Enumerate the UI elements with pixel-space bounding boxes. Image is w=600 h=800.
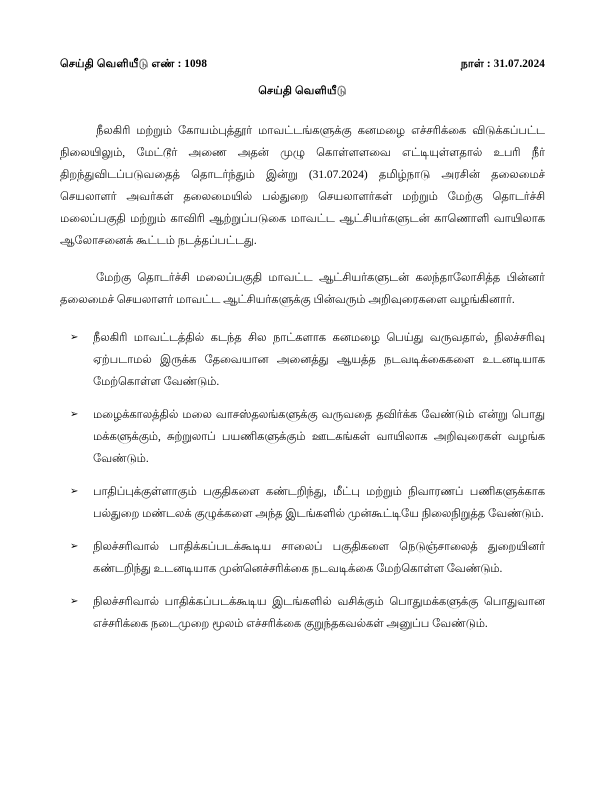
paragraph-intro: நீலகிரி மற்றும் கோயம்புத்தூர் மாவட்டங்களுக்கு கனமழை எச்சரிக்கை விடுக்கப்பட்ட நிலையிலும், மேட்டூர் அணை அதன் முழு கொள்ளளவை எட்டியுள்ளதால் உபரி நீர் திறந்துவிடப்படுவதைத் தொடர்ந்தும் இன்று (31.07.2024) தமிழ்நாடு அரசின் தலைமைச் செயலாளர் அவர்கள் தலைமையில் பல்துறை செயலாளர்கள் மற்றும் மேற்கு தொடர்ச்சி மலைப்பகுதி மற்றும் காவிரி ஆற்றுப்படுகை மாவட்ட ஆட்சியர்களுடன் காணொளி வாயிலாக ஆலோசனைக் கூட்டம் நடத்தப்பட்டது. <box>60 125 545 247</box>
arrowhead-bullet-icon: ➢ <box>70 332 79 343</box>
release-date: நாள் : 31.07.2024 <box>460 58 545 70</box>
release-number: செய்தி வெளியீடு எண் : 1098 <box>60 58 208 70</box>
paragraph-advisory-lead: மேற்கு தொடர்ச்சி மலைப்பகுதி மாவட்ட ஆட்சியர்களுடன் கலந்தாலோசித்த பின்னர் தலைமைச் செயலாளர் மாவட்ட ஆட்சியர்களுக்கு பின்வரும் அறிவுரைகளை வழங்கினார். <box>60 272 545 306</box>
list-item-text: பாதிப்புக்குள்ளாகும் பகுதிகளை கண்டறிந்து, மீட்பு மற்றும் நிவாரணப் பணிகளுக்காக பல்துறை மண்டலக் குழுக்களை அந்த இடங்களில் முன்கூட்டியே நிலைநிறுத்த வேண்டும். <box>93 486 545 520</box>
advisory-list <box>60 327 545 635</box>
list-item <box>60 327 545 393</box>
document-content <box>60 58 545 635</box>
page-title: செய்தி வெளியீடு <box>258 85 347 97</box>
arrowhead-bullet-icon: ➢ <box>70 409 79 420</box>
list-item-text: மழைக்காலத்தில் மலை வாசஸ்தலங்களுக்கு வருவதை தவிர்க்க வேண்டும் என்று பொது மக்களுக்கும், சுற்றுலாப் பயணிகளுக்கும் ஊடகங்கள் வாயிலாக அறிவுரைகள் வழங்க வேண்டும். <box>93 409 545 465</box>
list-item-text: நிலச்சரிவால் பாதிக்கப்படக்கூடிய சாலைப் பகுதிகளை நெடுஞ்சாலைத் துறையினர் கண்டறிந்து உடனடியாக முன்னெச்சரிக்கை நடவடிக்கை மேற்கொள்ள வேண்டும். <box>93 541 545 575</box>
list-item <box>60 404 545 470</box>
list-item-text: நிலச்சரிவால் பாதிக்கப்படக்கூடிய இடங்களில் வசிக்கும் பொதுமக்களுக்கு பொதுவான எச்சரிக்கை நடைமுறை மூலம் எச்சரிக்கை குறுந்தகவல்கள் அனுப்ப வேண்டும். <box>93 596 545 630</box>
arrowhead-bullet-icon: ➢ <box>70 596 79 607</box>
list-item <box>60 591 545 635</box>
document-header <box>60 58 545 72</box>
arrowhead-bullet-icon: ➢ <box>70 541 79 552</box>
arrowhead-bullet-icon: ➢ <box>70 486 79 497</box>
list-item <box>60 481 545 525</box>
list-item <box>60 536 545 580</box>
list-item-text: நீலகிரி மாவட்டத்தில் கடந்த சில நாட்களாக கனமழை பெய்து வருவதால், நிலச்சரிவு ஏற்படாமல் இருக்க தேவையான அனைத்து ஆயத்த நடவடிக்கைகளை உடனடியாக மேற்கொள்ள வேண்டும். <box>93 332 545 388</box>
